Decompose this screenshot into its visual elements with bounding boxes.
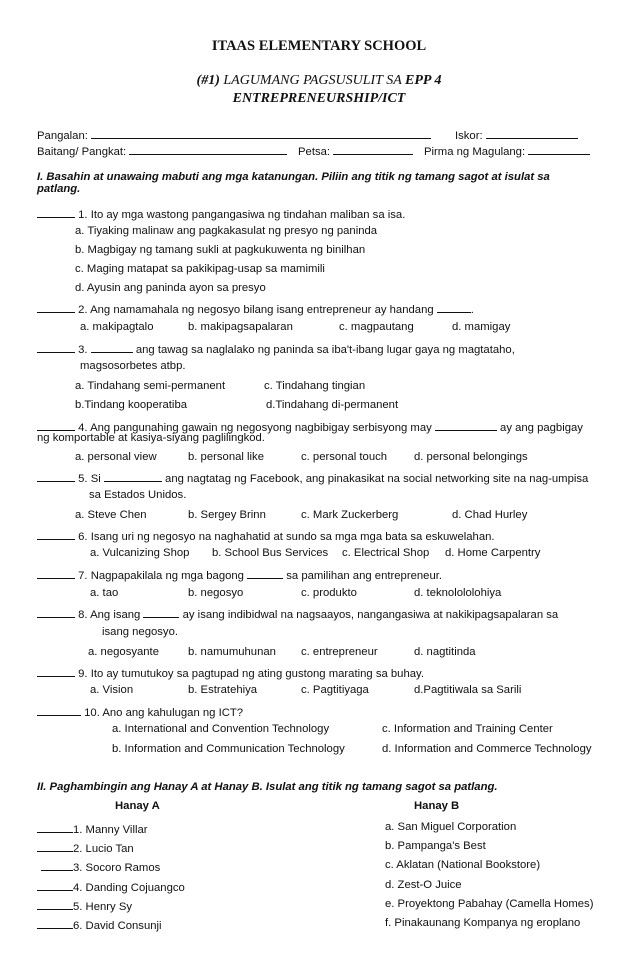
fill-blank-8[interactable] [143,606,179,618]
quiz-subtitle: ENTREPRENEURSHIP/ICT [232,91,406,106]
option-8c: c. entrepreneur [301,646,378,658]
option-7a: a. tao [90,587,119,599]
choice-c: c. Aklatan (National Bookstore) [385,859,541,871]
option-7b: b. negosyo [188,587,244,599]
match-item-2-text: 2. Lucio Tan [73,843,134,855]
part1-instruction: I. Basahin at unawaing mabuti ang mga katanungan. Piliin ang titik ng tamang sagot at isulat sa patlang. [37,171,550,195]
question-10 [37,704,243,719]
option-9d: d.Pagtitiwala sa Sarili [414,684,522,696]
date-line[interactable] [333,143,413,155]
match-blank-5[interactable] [37,898,73,910]
option-3a: a. Tindahang semi-permanent [75,380,226,392]
match-blank-1[interactable] [37,821,73,833]
answer-blank-3[interactable] [37,341,75,353]
match-blank-3[interactable] [41,859,73,871]
question-5-continued: sa Estados Unidos. [89,489,187,501]
choice-f: f. Pinakaunang Kompanya ng eroplano [385,917,581,929]
option-10a: a. International and Convention Technology [112,723,330,735]
quiz-title-text: LAGUMANG PAGSUSULIT SA [223,73,402,88]
match-blank-2[interactable] [37,840,73,852]
score-line[interactable] [486,127,578,139]
question-2: 2. Ang namamahala ng negosyo bilang isang entrepreneur ay handang . [37,301,474,316]
date-field[interactable] [298,143,413,158]
match-item-4-text: 4. Danding Cojuangco [73,882,185,894]
match-blank-4[interactable] [37,879,73,891]
question-8 [37,606,558,621]
option-9a: a. Vision [90,684,134,696]
option-6c: c. Electrical Shop [342,547,430,559]
choice-e: e. Proyektong Pabahay (Camella Homes) [385,898,594,910]
choice-a: a. San Miguel Corporation [385,821,517,833]
question-6 [37,528,495,543]
score-field[interactable] [455,127,578,142]
question-6-text: 6. Isang uri ng negosyo na naghahatid at sundo sa mga mga bata sa eskuwelahan. [78,531,495,543]
parent-signature-label: Pirma ng Magulang: [424,146,526,158]
match-item-5-text: 5. Henry Sy [73,901,133,913]
choice-d: d. Zest-O Juice [385,879,462,891]
grade-section-label: Baitang/ Pangkat: [37,146,127,158]
option-1a: a. Tiyaking malinaw ang pagkakasulat ng presyo ng paninda [75,225,378,237]
option-4b: b. personal like [188,451,264,463]
fill-blank-7[interactable] [247,567,283,579]
option-1c: c. Maging matapat sa pakikipag-usap sa mamimili [75,263,325,275]
option-3c: c. Tindahang tingian [264,380,366,392]
option-8d: d. nagtitinda [414,646,476,658]
question-5-number: 5. Si [78,473,101,485]
option-2b: b. makipagsapalaran [188,321,293,333]
question-9-text: 9. Ito ay tumutukoy sa pagtupad ng ating gustong marating sa buhay. [78,668,424,680]
option-7d: d. teknolololohiya [414,587,502,599]
question-3-continued: magsosorbetes atbp. [80,360,186,372]
answer-blank-7[interactable] [37,567,75,579]
option-4a: a. personal view [75,451,157,463]
option-1b: b. Magbigay ng tamang sukli at pagkukuwenta ng binilhan [75,244,366,256]
question-10-text: 10. Ano ang kahulugan ng ICT? [84,707,244,719]
question-5-text: ang nagtatag ng Facebook, ang pinakasikat na social networking site na nag-umpisa [165,473,589,485]
question-7 [37,567,442,582]
match-item-2 [37,840,134,855]
option-6a: a. Vulcanizing Shop [90,547,190,559]
name-field[interactable] [37,127,431,142]
question-4-end: ay ang pagbigay [500,422,583,434]
name-line[interactable] [91,127,431,139]
answer-blank-10[interactable] [37,704,81,716]
question-8-end: ay isang indibidwal na nagsaayos, nangangasiwa at nakikipagsapalaran sa [182,609,559,621]
option-1d: d. Ayusin ang paninda ayon sa presyo [75,282,266,294]
match-item-4 [37,879,185,894]
option-9b: b. Estratehiya [188,684,258,696]
answer-blank-1[interactable] [37,206,75,218]
question-1-text: 1. Ito ay mga wastong pangangasiwa ng tindahan maliban sa isa. [78,209,406,221]
option-5d: d. Chad Hurley [452,509,528,521]
fill-blank-2[interactable] [437,301,471,313]
parent-signature-line[interactable] [528,143,590,155]
column-a-header: Hanay A [115,800,160,812]
part2-instruction: II. Paghambingin ang Hanay A at Hanay B. Isulat ang titik ng tamang sagot sa patlang. [37,781,498,793]
option-9c: c. Pagtitiyaga [301,684,369,696]
fill-blank-3[interactable] [91,341,133,353]
option-8b: b. namumuhunan [188,646,276,658]
parent-signature-field[interactable] [424,143,590,158]
choice-b: b. Pampanga's Best [385,840,486,852]
match-item-1-text: 1. Manny Villar [73,824,148,836]
grade-section-field[interactable] [37,143,287,158]
option-10c: c. Information and Training Center [382,723,553,735]
school-name: ITAAS ELEMENTARY SCHOOL [211,38,427,54]
question-4-continued: ng komportable at kasiya-siyang paglilingkod. [37,432,265,444]
option-8a: a. negosyante [88,646,159,658]
option-2d: d. mamigay [452,321,511,333]
grade-section-line[interactable] [129,143,287,155]
fill-blank-4[interactable] [435,419,497,431]
answer-blank-9[interactable] [37,665,75,677]
option-5c: c. Mark Zuckerberg [301,509,399,521]
question-9 [37,665,424,680]
match-item-6-text: 6. David Consunji [73,920,162,932]
answer-blank-8[interactable] [37,606,75,618]
quiz-number: (#1) [196,73,220,88]
match-blank-6[interactable] [37,917,73,929]
question-8-text: 8. Ang isang [78,609,141,621]
match-item-3-text: 3. Socoro Ramos [73,862,161,874]
option-5b: b. Sergey Brinn [188,509,266,521]
option-4c: c. personal touch [301,451,388,463]
option-2c: c. magpautang [339,321,414,333]
match-item-5 [37,898,132,913]
question-7-end: sa pamilihan ang entrepreneur. [286,570,443,582]
answer-blank-5[interactable] [37,470,75,482]
question-3-number: 3. [78,344,88,356]
quiz-subject: EPP 4 [405,73,442,88]
option-5a: a. Steve Chen [75,509,147,521]
question-4-text: 4. Ang pangunahing gawain ng negosyong nagbibigay serbisyong may [78,422,432,434]
name-label: Pangalan: [37,130,88,142]
question-2-text: 2. Ang namamahala ng negosyo bilang isang entrepreneur ay handang [78,304,434,316]
match-item-1 [37,821,148,836]
answer-blank-2[interactable] [37,301,75,313]
question-5 [37,470,588,485]
question-1 [37,206,405,221]
option-3b: b.Tindang kooperatiba [75,399,188,411]
question-7-text: 7. Nagpapakilala ng mga bagong [78,570,244,582]
score-label: Iskor: [455,130,483,142]
option-2a: a. makipagtalo [80,321,154,333]
column-b-header: Hanay B [414,800,460,812]
date-label: Petsa: [298,146,331,158]
option-10b: b. Information and Communication Technology [112,743,345,755]
answer-blank-6[interactable] [37,528,75,540]
fill-blank-5[interactable] [104,470,162,482]
match-item-3 [41,859,160,874]
option-3d: d.Tindahang di-permanent [266,399,399,411]
option-6b: b. School Bus Services [212,547,329,559]
match-item-6 [37,917,162,932]
option-10d: d. Information and Commerce Technology [382,743,592,755]
question-8-continued: isang negosyo. [102,626,178,638]
quiz-title [0,73,638,89]
question-3-text: ang tawag sa naglalako ng paninda sa iba't-ibang lugar gaya ng magtataho, [135,344,515,356]
option-6d: d. Home Carpentry [445,547,541,559]
option-7c: c. produkto [301,587,357,599]
answer-blank-4[interactable] [37,419,75,431]
question-3 [37,341,515,356]
option-4d: d. personal belongings [414,451,528,463]
